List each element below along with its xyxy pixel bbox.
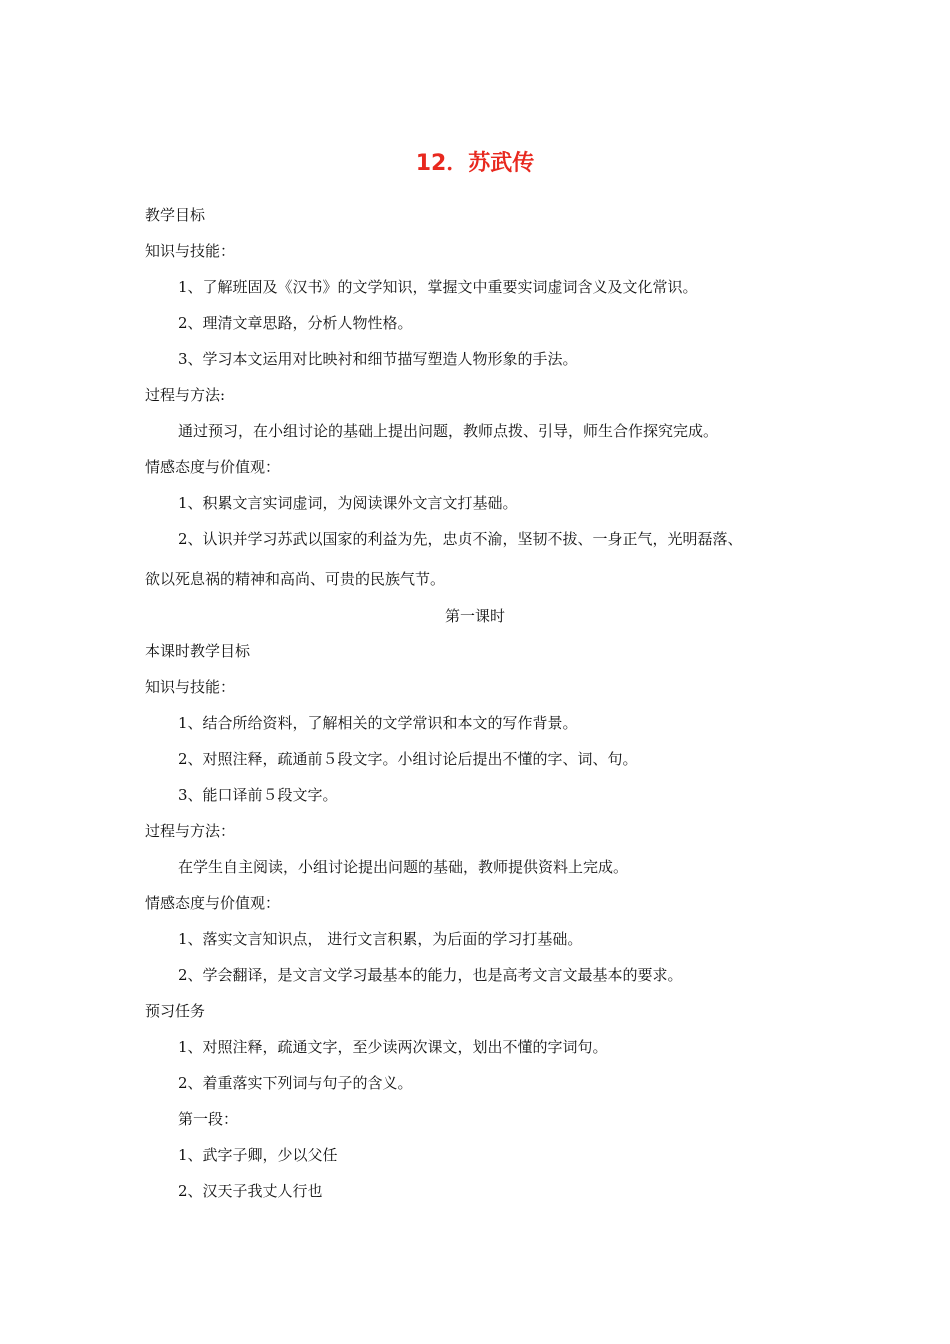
objective-item: 3、学习本文运用对比映衬和细节描写塑造人物形象的手法。 bbox=[178, 350, 578, 368]
paragraph-text: 通过预习，在小组讨论的基础上提出问题，教师点拨、引导，师生合作探究完成。 bbox=[178, 422, 719, 440]
section-heading: 教学目标 bbox=[145, 206, 206, 224]
sentence-item: 2、汉天子我丈人行也 bbox=[178, 1182, 323, 1200]
lesson-heading: 第一课时 bbox=[444, 607, 505, 625]
section-heading: 预习任务 bbox=[145, 1002, 206, 1020]
objective-item: 2、对照注释，疏通前５段文字。小组讨论后提出不懂的字、词、句。 bbox=[178, 750, 638, 768]
objective-item: 2、认识并学习苏武以国家的利益为先，忠贞不渝，坚韧不拔、一身正气，光明磊落、 bbox=[178, 530, 743, 548]
objective-item: 1、积累文言实词虚词，为阅读课外文言文打基础。 bbox=[178, 494, 518, 512]
objective-item: 3、能口译前５段文字。 bbox=[178, 786, 338, 804]
document-title: 12．苏武传 bbox=[415, 151, 535, 176]
paragraph-text: 在学生自主阅读，小组讨论提出问题的基础，教师提供资料上完成。 bbox=[178, 858, 629, 876]
objective-item-continuation: 欲以死息祸的精神和高尚、可贵的民族气节。 bbox=[145, 570, 446, 588]
task-item: 2、着重落实下列词与句子的含义。 bbox=[178, 1074, 413, 1092]
subsection-heading: 知识与技能： bbox=[145, 242, 236, 260]
subsection-heading: 知识与技能： bbox=[145, 678, 236, 696]
objective-item: 1、结合所给资料，了解相关的文学常识和本文的写作背景。 bbox=[178, 714, 578, 732]
task-item: 1、对照注释，疏通文字，至少读两次课文，划出不懂的字词句。 bbox=[178, 1038, 608, 1056]
subsection-heading: 过程与方法： bbox=[145, 822, 236, 840]
subsection-heading: 过程与方法: bbox=[145, 386, 226, 404]
objective-item: 1、落实文言知识点， 进行文言积累，为后面的学习打基础。 bbox=[178, 930, 583, 948]
objective-item: 2、理清文章思路，分析人物性格。 bbox=[178, 314, 413, 332]
subsection-heading: 情感态度与价值观： bbox=[145, 894, 281, 912]
paragraph-label: 第一段： bbox=[178, 1110, 239, 1128]
sentence-item: 1、武字子卿，少以父任 bbox=[178, 1146, 338, 1164]
section-heading: 本课时教学目标 bbox=[145, 642, 251, 660]
objective-item: 1、了解班固及《汉书》的文学知识，掌握文中重要实词虚词含义及文化常识。 bbox=[178, 278, 698, 296]
subsection-heading: 情感态度与价值观： bbox=[145, 458, 281, 476]
objective-item: 2、学会翻译，是文言文学习最基本的能力，也是高考文言文最基本的要求。 bbox=[178, 966, 683, 984]
